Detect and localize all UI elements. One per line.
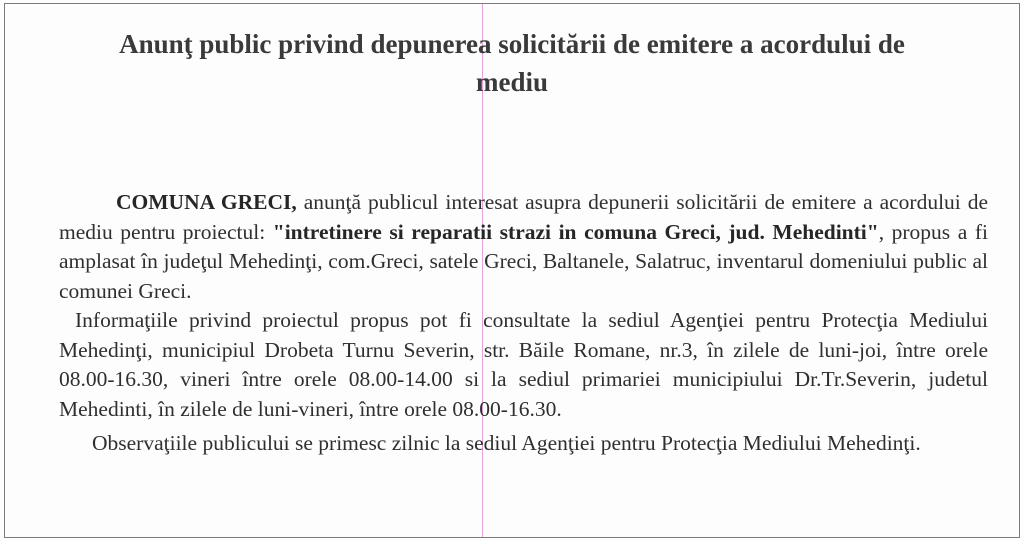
- paragraph-information: Informaţiile privind proiectul propus pot fi consultate la sediul Agenţiei pentru Protecţia Mediului Mehedinţi, municipiul Drobeta Turnu Severin, str. Băile Romane, nr.3, în zilele de luni-joi, între orele 08.00-16.30, vineri între orele 08.00-14.00 si la sediul primariei municipiului Dr.Tr.Severin, judetul Mehedinti, în zilele de luni-vineri, între orele 08.00-16.30.: [59, 308, 988, 421]
- project-name: "intretinere si reparatii strazi in comuna Greci, jud. Mehedinti": [272, 219, 879, 244]
- paragraph-announcement: [59, 188, 988, 306]
- location-text: , propus a fi amplasat în judeţul Mehedinţi, com.Greci, satele Greci, Baltanele, Salatruc, inventarul domeniului public al comunei Greci.: [59, 219, 988, 303]
- entity-name: COMUNA GRECI,: [116, 190, 297, 214]
- paragraph-observations: Observaţiile publicului se primesc zilnic la sediul Agenţiei pentru Protecţia Mediului Mehedinţi.: [92, 431, 921, 455]
- document-body: [59, 188, 988, 459]
- document-title: Anunţ public privind depunerea solicitării de emitere a acordului de mediu: [119, 29, 905, 97]
- announcement-text: anunţă publicul interesat asupra depunerii solicitării de emitere a acordului de mediu pentru proiectul:: [59, 190, 989, 244]
